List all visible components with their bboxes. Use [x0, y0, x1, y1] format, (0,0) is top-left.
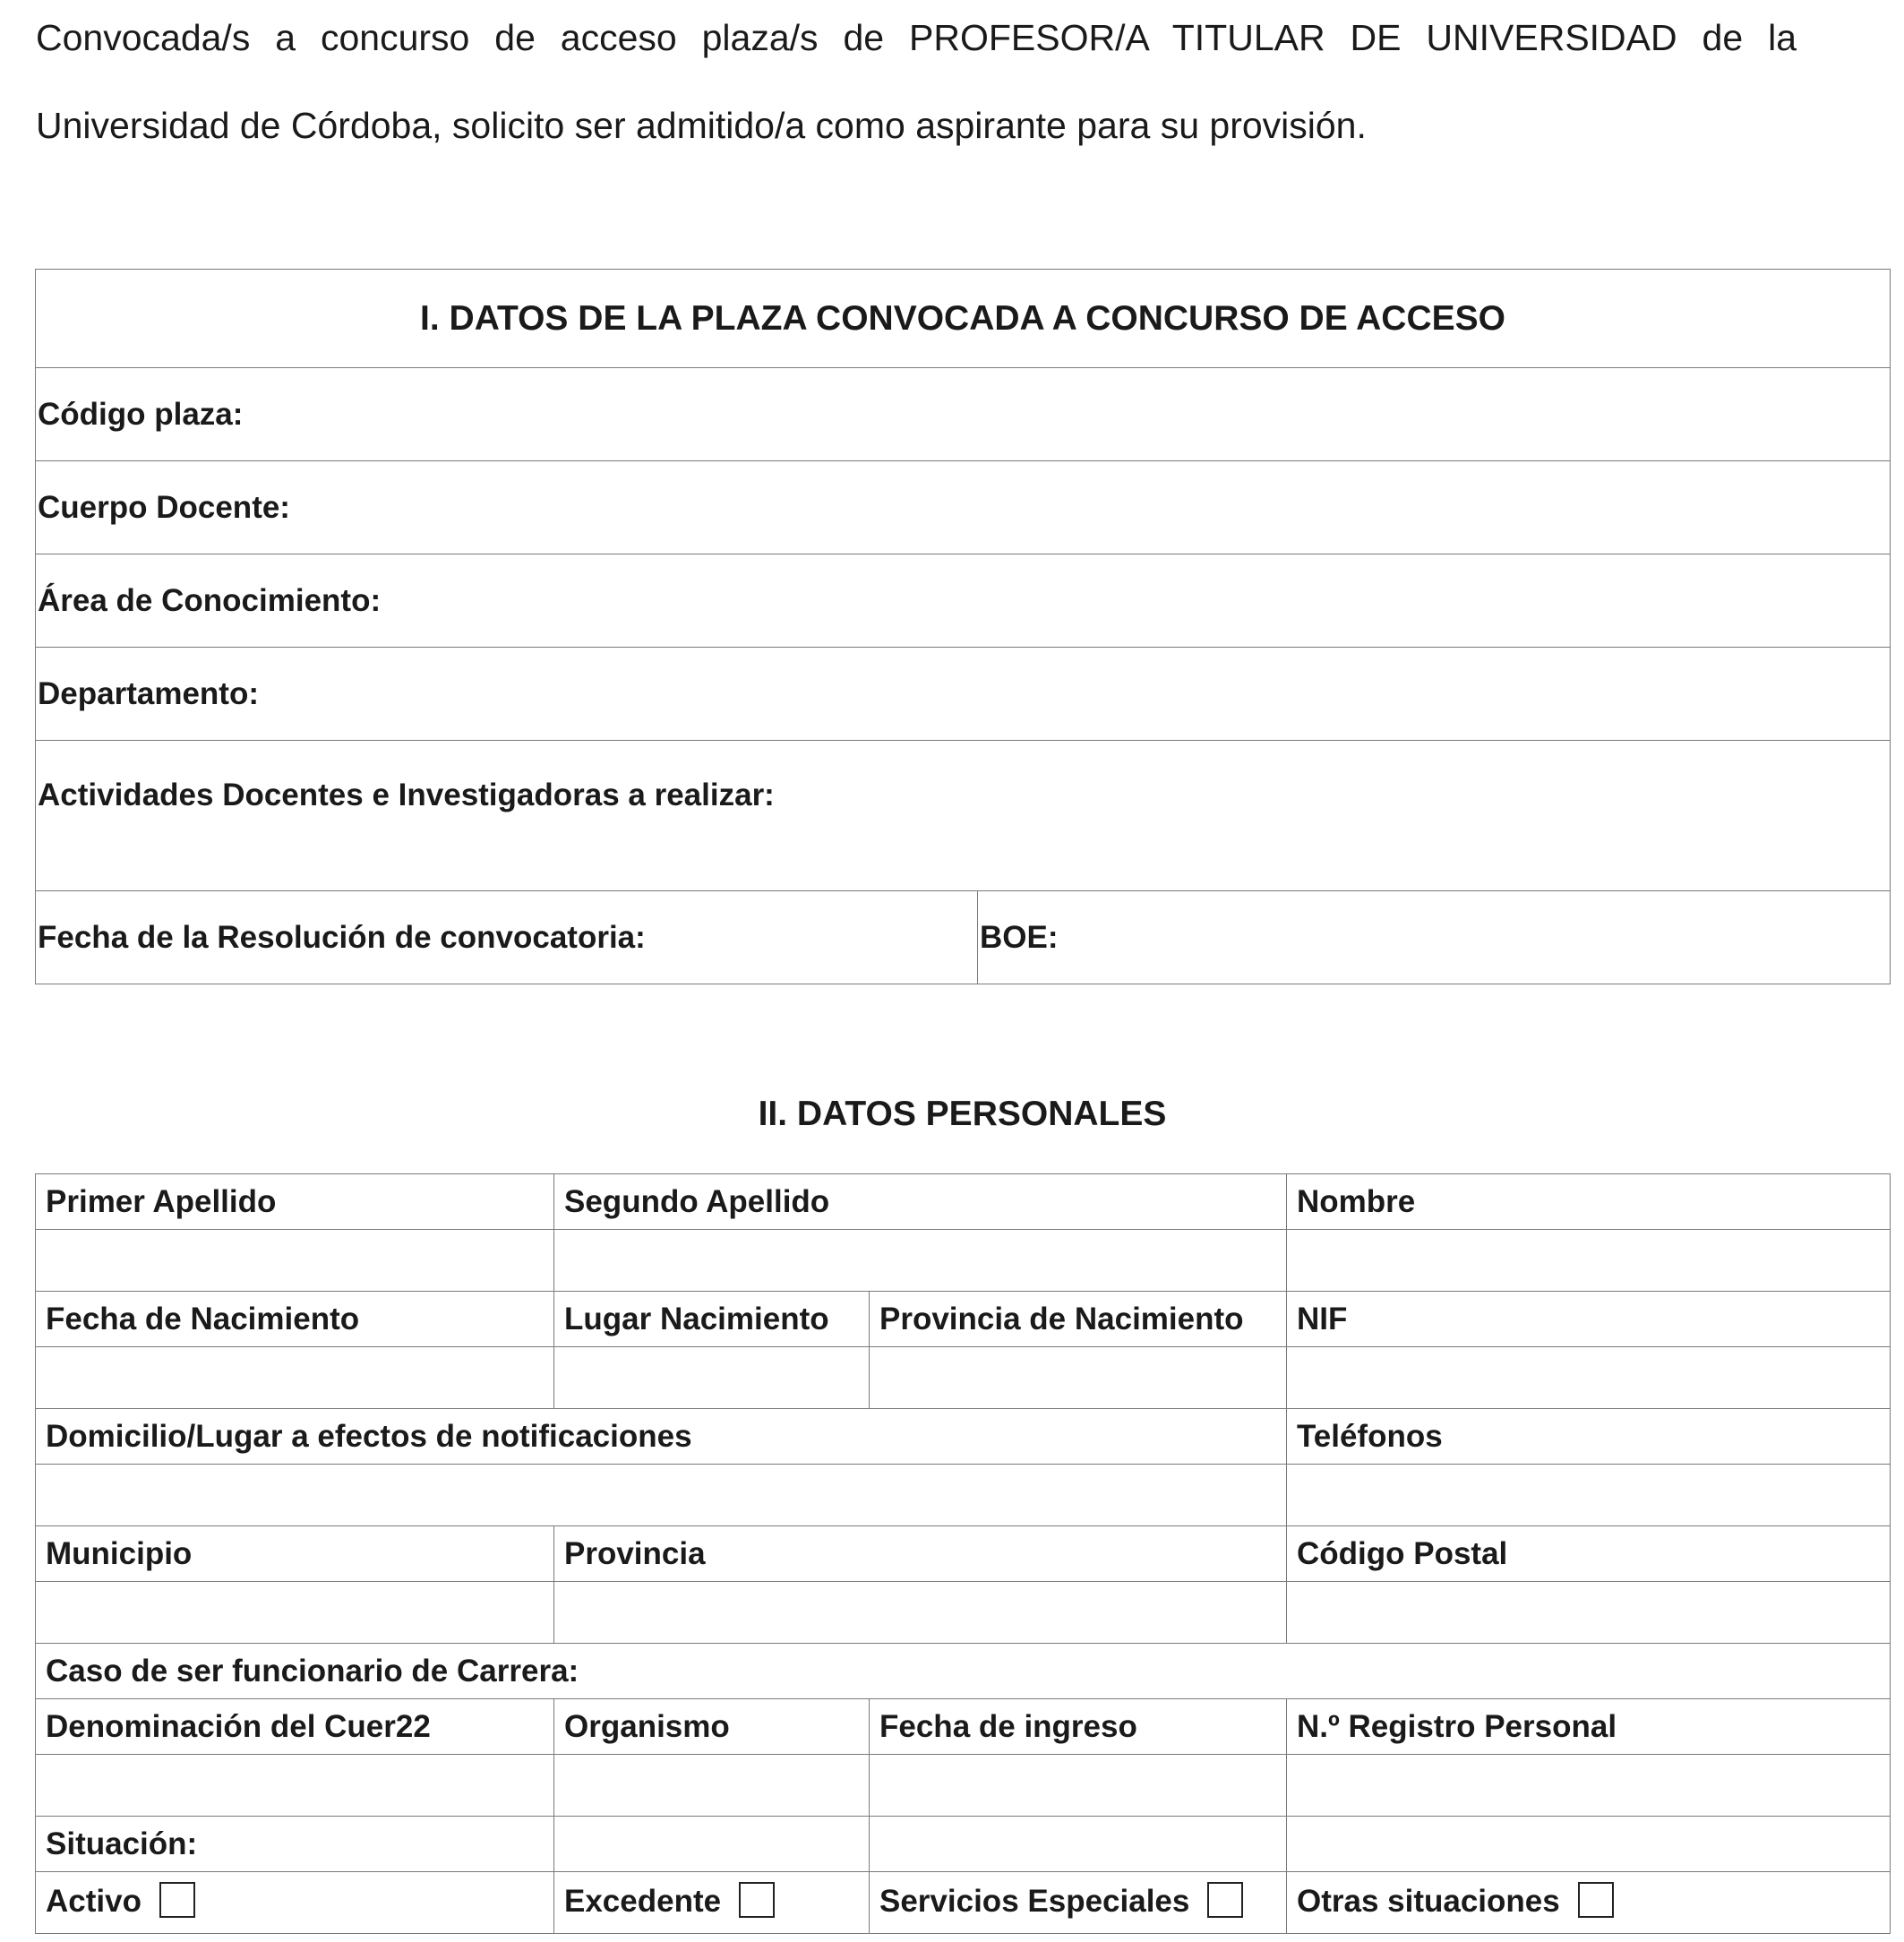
segundo-apellido-input[interactable]: [554, 1230, 1287, 1292]
organismo-input[interactable]: [554, 1755, 870, 1817]
nif-input[interactable]: [1287, 1347, 1891, 1409]
domicilio-label: Domicilio/Lugar a efectos de notificaciones: [36, 1409, 1287, 1465]
organismo-label: Organismo: [554, 1699, 870, 1755]
nombre-label: Nombre: [1287, 1174, 1891, 1230]
section-1-title: I. DATOS DE LA PLAZA CONVOCADA A CONCURSO DE ACCESO: [36, 270, 1891, 368]
departamento-field[interactable]: Departamento:: [36, 648, 1891, 741]
otras-situaciones-label: Otras situaciones: [1297, 1884, 1560, 1920]
fecha-resolucion-field[interactable]: Fecha de la Resolución de convocatoria:: [36, 891, 978, 984]
intro-line-2: Universidad de Córdoba, solicito ser admitido/a como aspirante para su provisión.: [36, 105, 1367, 146]
denominacion-label: Denominación del Cuer22: [36, 1699, 554, 1755]
domicilio-input[interactable]: [36, 1465, 1287, 1526]
denominacion-input[interactable]: [36, 1755, 554, 1817]
situacion-cell-4: [1287, 1817, 1891, 1872]
intro-line-1: Convocada/s a concurso de acceso plaza/s de PROFESOR/A TITULAR DE UNIVERSIDAD de la: [36, 17, 1797, 58]
excedente-option: [554, 1872, 870, 1934]
lugar-nacimiento-input[interactable]: [554, 1347, 870, 1409]
fecha-ingreso-label: Fecha de ingreso: [870, 1699, 1287, 1755]
servicios-especiales-checkbox[interactable]: [1207, 1882, 1243, 1918]
primer-apellido-input[interactable]: [36, 1230, 554, 1292]
telefonos-input[interactable]: [1287, 1465, 1891, 1526]
situacion-label: Situación:: [36, 1817, 554, 1872]
otras-situaciones-checkbox[interactable]: [1578, 1882, 1614, 1918]
section-2-title: II. DATOS PERSONALES: [758, 1095, 1167, 1133]
nif-label: NIF: [1287, 1292, 1891, 1347]
telefonos-label: Teléfonos: [1287, 1409, 1891, 1465]
provincia-nacimiento-input[interactable]: [870, 1347, 1287, 1409]
lugar-nacimiento-label: Lugar Nacimiento: [554, 1292, 870, 1347]
codigo-postal-input[interactable]: [1287, 1582, 1891, 1644]
municipio-label: Municipio: [36, 1526, 554, 1582]
provincia-input[interactable]: [554, 1582, 1287, 1644]
fecha-nacimiento-input[interactable]: [36, 1347, 554, 1409]
activo-checkbox[interactable]: [159, 1882, 195, 1918]
activo-option: [36, 1872, 554, 1934]
segundo-apellido-label: Segundo Apellido: [554, 1174, 1287, 1230]
cuerpo-docente-field[interactable]: Cuerpo Docente:: [36, 461, 1891, 554]
activo-label: Activo: [46, 1884, 142, 1920]
provincia-label: Provincia: [554, 1526, 1287, 1582]
codigo-postal-label: Código Postal: [1287, 1526, 1891, 1582]
otras-situaciones-option: [1287, 1872, 1891, 1934]
excedente-label: Excedente: [564, 1884, 722, 1920]
registro-personal-label: N.º Registro Personal: [1287, 1699, 1891, 1755]
nombre-input[interactable]: [1287, 1230, 1891, 1292]
situacion-cell-2: [554, 1817, 870, 1872]
provincia-nacimiento-label: Provincia de Nacimiento: [870, 1292, 1287, 1347]
primer-apellido-label: Primer Apellido: [36, 1174, 554, 1230]
servicios-especiales-label: Servicios Especiales: [879, 1884, 1190, 1920]
municipio-input[interactable]: [36, 1582, 554, 1644]
boe-field[interactable]: BOE:: [978, 891, 1891, 984]
area-conocimiento-field[interactable]: Área de Conocimiento:: [36, 554, 1891, 648]
registro-personal-input[interactable]: [1287, 1755, 1891, 1817]
fecha-ingreso-input[interactable]: [870, 1755, 1287, 1817]
fecha-nacimiento-label: Fecha de Nacimiento: [36, 1292, 554, 1347]
section-2-table: [35, 1173, 1891, 1934]
codigo-plaza-field[interactable]: Código plaza:: [36, 368, 1891, 461]
actividades-field[interactable]: Actividades Docentes e Investigadoras a realizar:: [36, 741, 1891, 891]
section-1-table: [35, 269, 1891, 984]
servicios-especiales-option: [870, 1872, 1287, 1934]
situacion-cell-3: [870, 1817, 1287, 1872]
caso-funcionario-label: Caso de ser funcionario de Carrera:: [36, 1644, 1891, 1699]
excedente-checkbox[interactable]: [739, 1882, 775, 1918]
